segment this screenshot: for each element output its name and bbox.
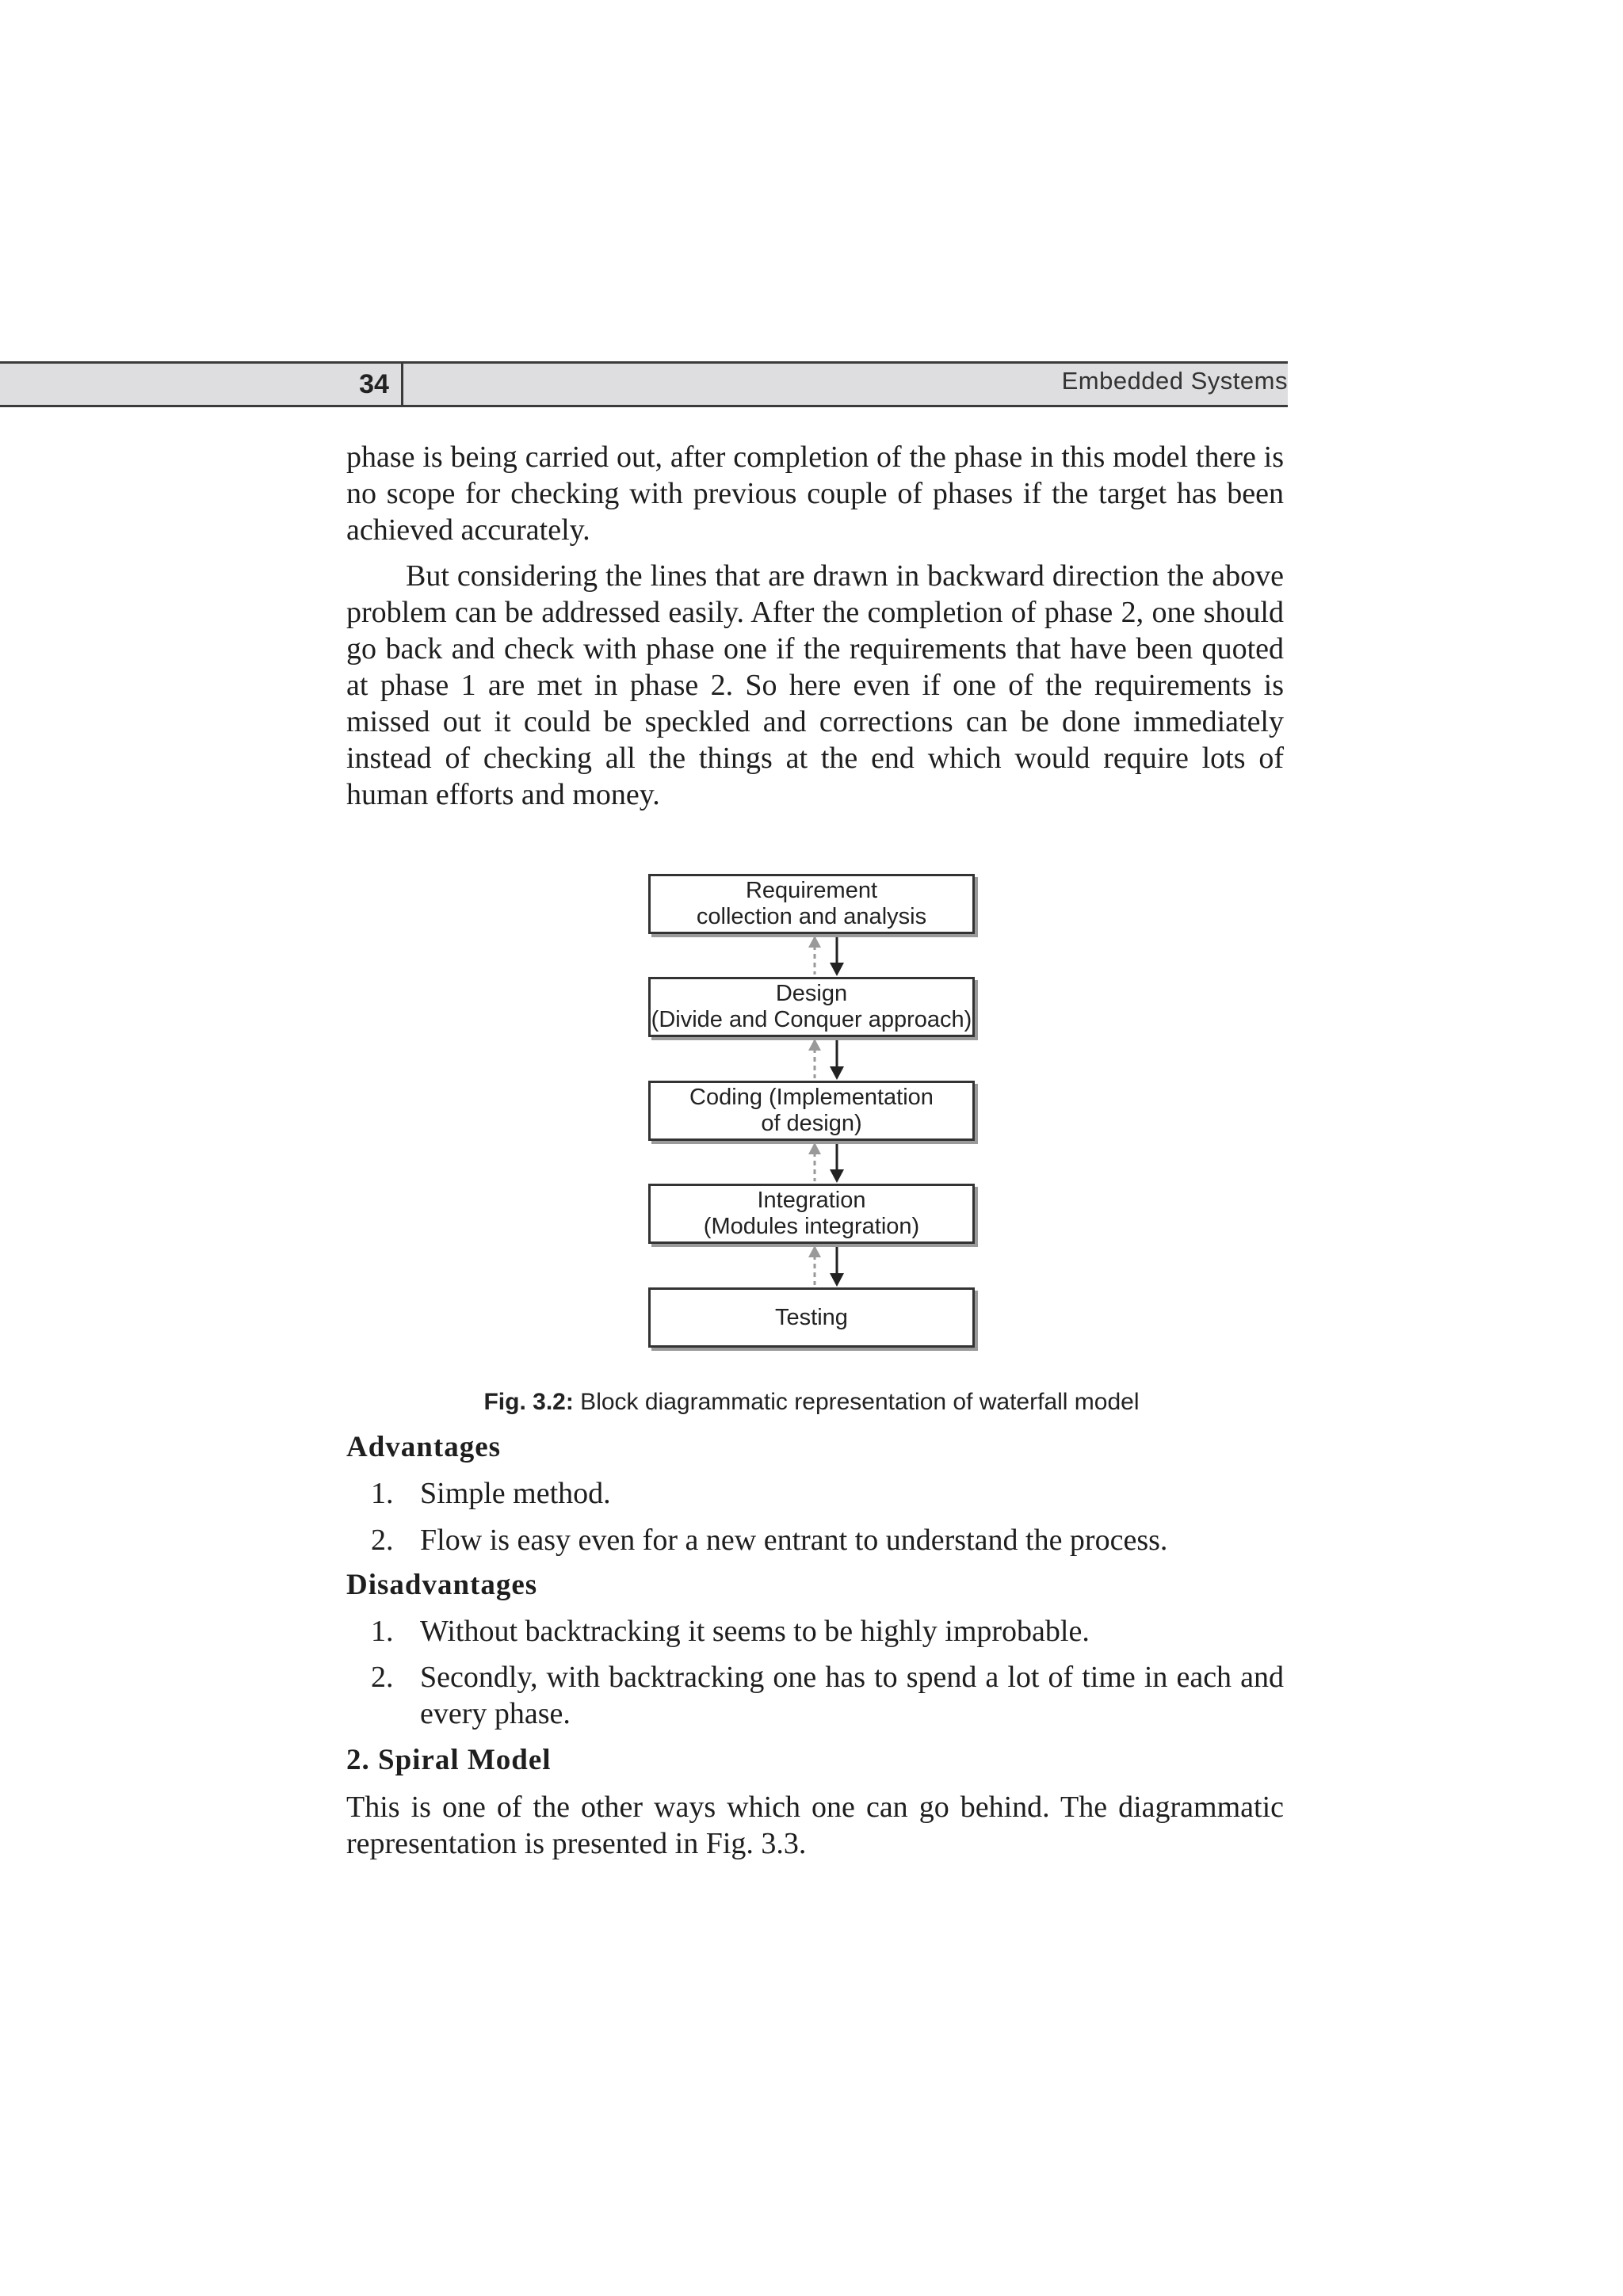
spiral-model-paragraph: This is one of the other ways which one can go behind. The diagrammatic representation is presented in Fig. 3.3. [346, 1791, 1284, 1860]
backward-arrowhead-2 [808, 1039, 821, 1051]
figure-caption-text: Block diagrammatic representation of waterfall model [573, 1389, 1140, 1415]
phase-box-line: (Divide and Conquer approach) [651, 1007, 972, 1032]
figure-caption [0, 1389, 1623, 1416]
list-item-text: Without backtracking it seems to be highly improbable. [420, 1615, 1090, 1648]
list-item-text: Secondly, with backtracking one has to spend a lot of time in each and every phase. [420, 1661, 1284, 1730]
forward-arrowhead-4 [830, 1273, 844, 1287]
backward-arrowhead-3 [808, 1142, 821, 1154]
phase-box-line: Requirement [745, 878, 878, 903]
list-item-number: 1. [371, 1477, 394, 1510]
phase-box-line: (Modules integration) [703, 1214, 920, 1239]
list-item-text: Flow is easy even for a new entrant to understand the process. [420, 1524, 1168, 1557]
list-item-number: 2. [371, 1661, 394, 1694]
forward-arrowhead-2 [830, 1066, 844, 1080]
list-item-text: Simple method. [420, 1477, 611, 1510]
backward-arrowhead-1 [808, 936, 821, 948]
phase-box-line: Design [775, 981, 848, 1006]
phase-box-line: collection and analysis [696, 904, 927, 929]
phase-box-line: Testing [775, 1304, 848, 1330]
phase-box-line: of design) [761, 1111, 862, 1136]
list-item [371, 1522, 1284, 1558]
header-divider [401, 361, 403, 407]
arrow-pair-3 [808, 1142, 844, 1183]
list-item [371, 1613, 1284, 1650]
arrow-pair-4 [808, 1245, 844, 1287]
spiral-model-heading: 2. Spiral Model [346, 1744, 552, 1776]
phase-box-requirement [648, 874, 975, 934]
disadvantages-heading: Disadvantages [346, 1569, 538, 1601]
phase-box-testing [648, 1287, 975, 1348]
list-item-number: 2. [371, 1524, 394, 1557]
figure-caption-label: Fig. 3.2: [483, 1389, 574, 1415]
list-item-number: 1. [371, 1615, 394, 1648]
body-paragraph-1: phase is being carried out, after completion of the phase in this model there is no scope for checking with previous couple of phases if the target has been achieved accurately. [346, 441, 1284, 547]
backward-arrowhead-4 [808, 1245, 821, 1257]
forward-arrowhead-1 [830, 963, 844, 976]
book-title: Embedded Systems [1061, 367, 1288, 395]
phase-box-line: Integration [757, 1188, 866, 1213]
phase-box-integration [648, 1184, 975, 1244]
page-number: 34 [359, 368, 389, 399]
body-paragraph-2: But considering the lines that are drawn in backward direction the above problem can be addressed easily. After the completion of phase 2, one should go back and check with phase one if the requirements that have been quoted at phase 1 are met in phase 2. So here even if one of the requirements is missed out it could be speckled and corrections can be done immediately instead of checking all the things at the end which would require lots of human efforts and money. [346, 559, 1284, 811]
list-item [371, 1659, 1284, 1732]
phase-box-coding [648, 1081, 975, 1141]
arrow-pair-2 [808, 1039, 844, 1080]
phase-box-design [648, 977, 975, 1037]
arrow-pair-1 [808, 936, 844, 976]
list-item [371, 1475, 1284, 1512]
advantages-heading: Advantages [346, 1431, 502, 1463]
forward-arrowhead-3 [830, 1169, 844, 1183]
phase-box-line: Coding (Implementation [689, 1085, 934, 1110]
